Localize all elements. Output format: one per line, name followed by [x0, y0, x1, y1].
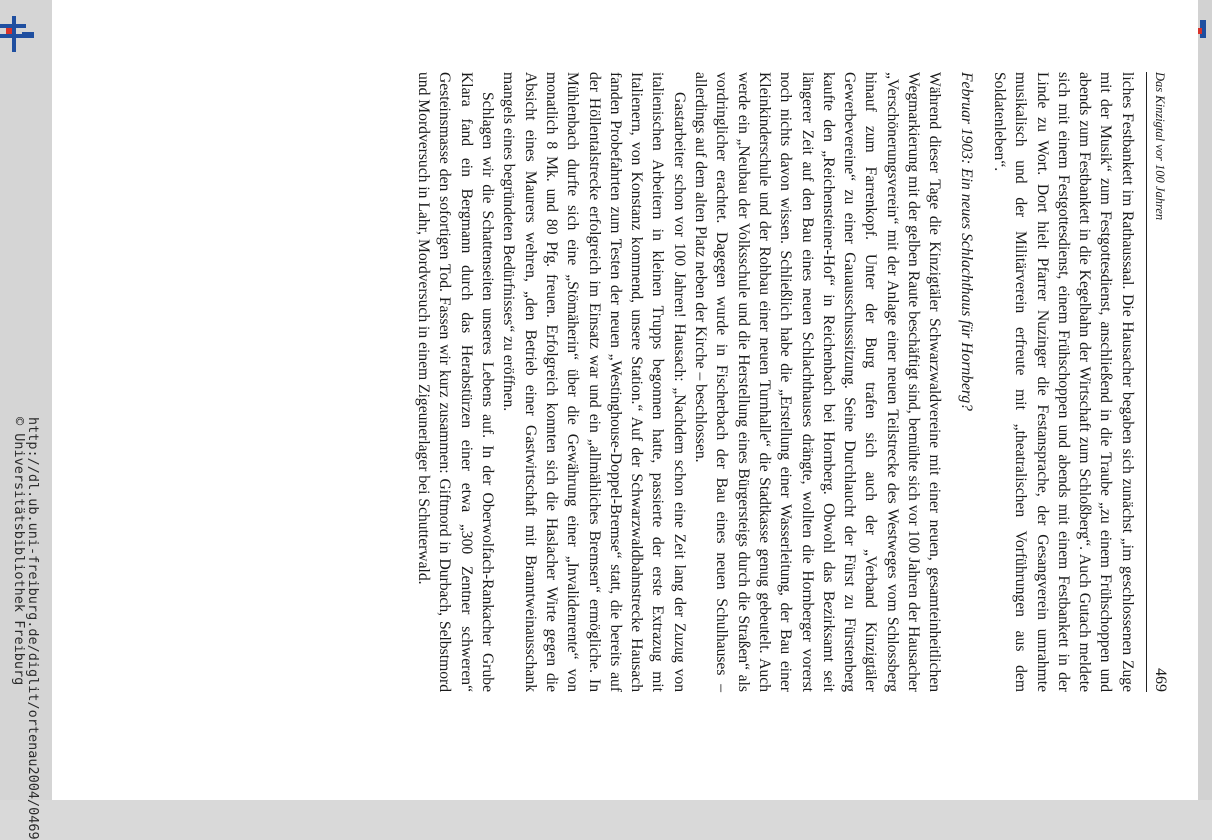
copyright-text: © Universitätsbibliothek Freiburg [11, 417, 27, 686]
viewer-right-margin [1198, 0, 1212, 800]
page-header [1146, 72, 1171, 692]
paragraph: Während dieser Tage die Kinzigtäler Schwarzwaldvereine mit einer neuen, gesamteinheitlichen Wegmarkierung mit der gelben Raute beschäftigt sind, bemühte sich vor 100 Jahren der Hausacher „Verschönerungsverein“ mit der Anlage einer neuen Teilstrecke des Westweges vom Schlossberg hinauf zum Farrenkopf. Unter der Burg trafen sich auch der „Verband Kinzigtäler Gewerbevereine“ zu einer Gauausschusssitzung. Seine Durchlaucht der Fürst zu Fürstenberg kaufte den „Reichensteiner-Hof“ in Reichenbach bei Hornberg. Obwohl das Bezirksamt seit längerer Zeit auf den Bau eines neuen Schlachthauses drängte, wollten die Hornberger vorerst noch nichts davon wissen. Schließlich habe die „Erstellung einer Wasserleitung, der Bau einer Kleinkinderschule und der Rohbau einer neuen Turnhalle“ die Stadtkasse genug gebeutelt. Auch werde ein „Neubau der Volksschule und die Herstellung eines Bürgersteigs durch die Straßen“ als vordringlicher erachtet. Dagegen wurde in Fischerbach der Bau eines neuen Schulhauses – allerdings auf dem alten Platz neben der Kirche – beschlossen. [692, 72, 944, 692]
url-text[interactable]: http://dl.ub.uni-freiburg.de/diglit/ortenau2004/0469 [25, 417, 41, 840]
running-title: Das Kinzigtal vor 100 Jahren [1153, 72, 1167, 221]
page-number: 469 [1152, 668, 1169, 692]
viewer-marker-icon [1198, 6, 1208, 46]
paragraph: Gastarbeiter schon vor 100 Jahren! Hausach: „Nachdem schon eine Zeit lang der Zuzug von italienischen Arbeitern in kleinen Trupps begonnen hatte, passierte der erste Extrazug mit Italienern, von Konstanz kommend, unsere Station.“ Auf der Schwarzwaldbahnstrecke Hausach fanden Probefahrten zum Testen der neuen „Westinghouse-Doppel-Bremse“ statt, die bereits auf der Höllentalstrecke erfolgreich im Einsatz war und ein „allmähliches Bremsen“ ermögliche. In Mühlenbach durfte sich eine „Stömäherin“ über die Gewährung einer „Invalidenrente“ von monatlich 8 Mk. und 80 Pfg. freuen. Erfolgreich konnten sich die Haslacher Wirte gegen die Absicht eines Maurers wehren, „den Betrieb einer Gastwirtschaft mit Branntweinausschank mangels eines begründeten Bedürfnisses“ zu eröffnen. [500, 72, 688, 692]
section-heading: Februar 1903: Ein neues Schlachthaus für Hornberg? [957, 72, 975, 411]
paragraph: liches Festbankett im Rathaussaal. Die Hausacher begaben sich zunächst „im geschlossenen Zuge mit der Musik“ zum Festgottesdienst, anschließend in die Traube „zu einem Frühschoppen und abends zum Festbankett in die Kegelbahn der Wirtschaft zum Schloßberg“. Auch Gutach meldete sich mit einem Festgottesdienst, einem Frühschoppen und abends mit einem Festbankett in der Linde zu Wort. Dort hielt Pfarrer Nuzinger die Festansprache, der Gesangverein umrahmte musikalisch und der Militärverein erfreute mit „theatralischen Vorführungen aus dem Soldatenleben“. [990, 72, 1136, 692]
rotated-page-content [151, 72, 1171, 692]
url-watermark [11, 417, 41, 840]
viewer-marker-icon [0, 6, 40, 54]
paragraph: Schlagen wir die Schattenseiten unseres Lebens auf. In der Oberwolfach-Rankacher Grube Klara fand ein Bergmann durch das Herabstürzen einer etwa „300 Zentner schweren“ Gesteinsmasse den sofortigen Tod. Fassen wir kurz zusammen: Giftmord in Durbach, Selbstmord und Mordversuch in Lahr, Mordversuch in einem Zigeunerlager bei Schutterwald. [415, 72, 497, 692]
document-page [52, 0, 1198, 800]
